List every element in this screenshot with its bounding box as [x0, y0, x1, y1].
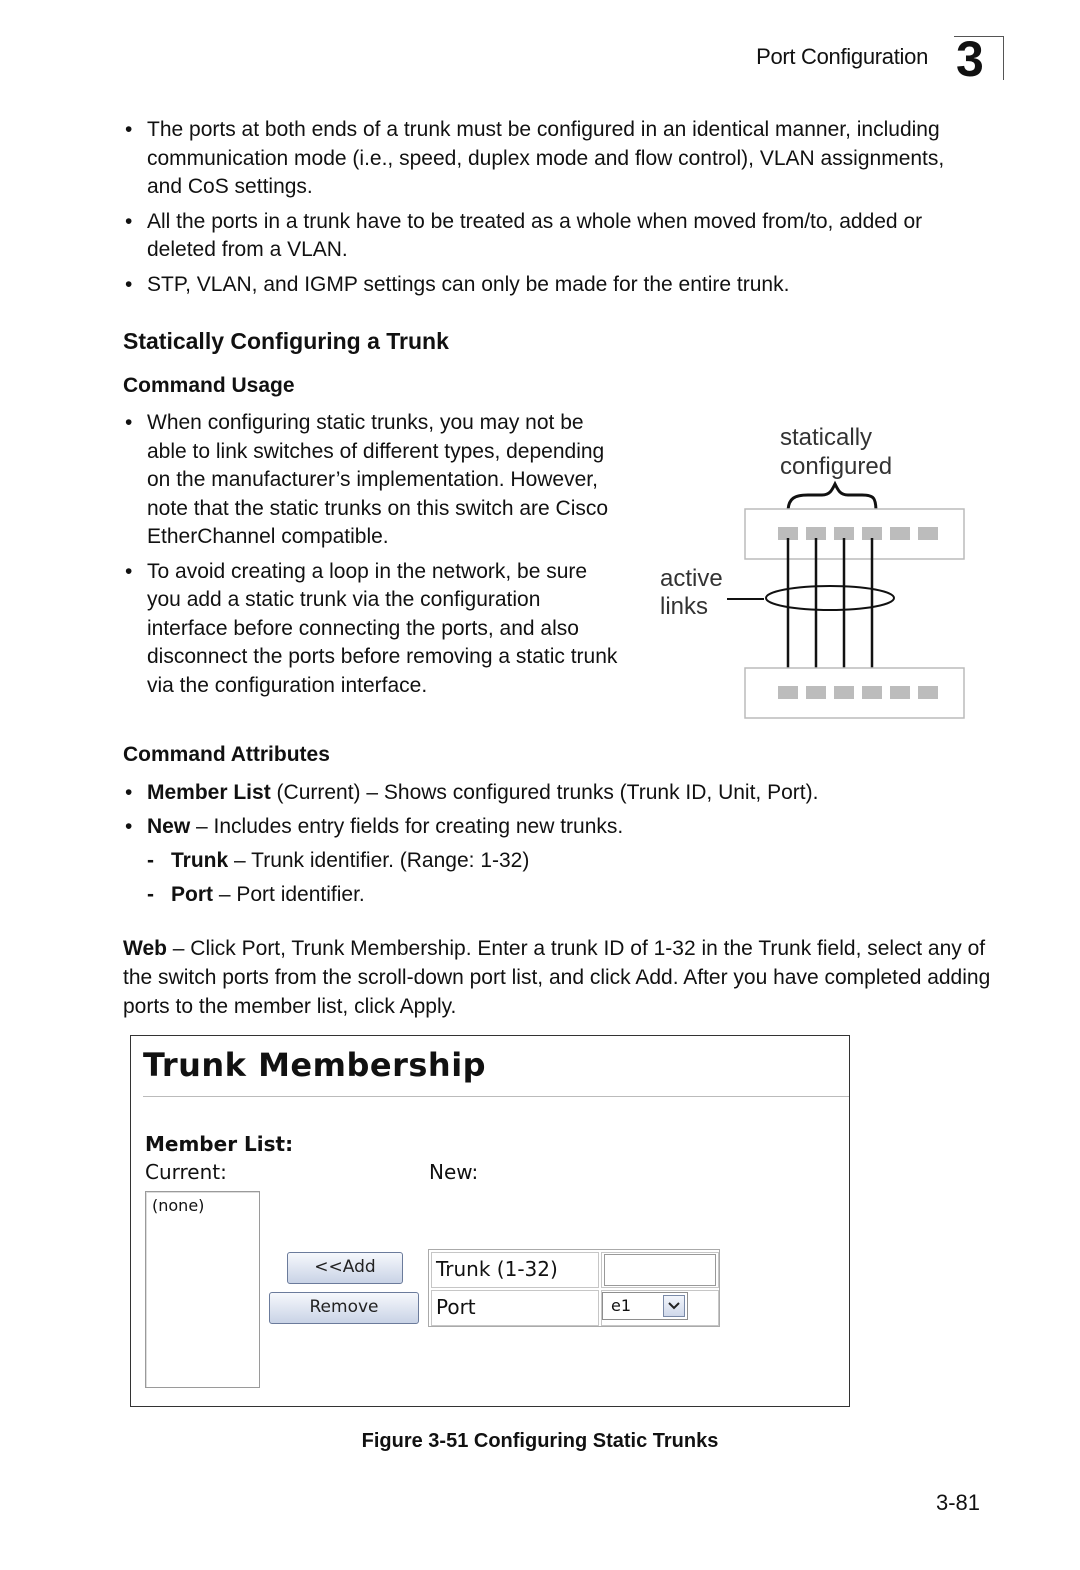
- diagram-label-configured: configured: [780, 453, 893, 480]
- page-number: 3-81: [935, 1490, 980, 1515]
- chapter-number-tab: [954, 31, 1004, 87]
- trunk-id-input[interactable]: [604, 1254, 716, 1286]
- list-item: • The ports at both ends of a trunk must be configured in an identical manner, including communication mode (i.e., speed, duplex mode and flow control), VLAN assignments, and CoS settings.: [125, 118, 945, 198]
- current-member-listbox[interactable]: [145, 1191, 260, 1388]
- screenshot-title: Trunk Membership: [143, 1046, 487, 1084]
- sub-list-item: - Port – Port identifier.: [147, 883, 365, 906]
- diagram-label-links: links: [660, 593, 709, 620]
- command-usage-list: [123, 409, 623, 706]
- running-header-title: Port Configuration: [756, 44, 928, 69]
- port-label: Port: [431, 1290, 599, 1326]
- active-links-ellipse: [766, 586, 894, 610]
- list-item: • When configuring static trunks, you may not be able to link switches of different types, depending on the manufacturer’s implementation. However, note that the static trunks on this switch are Cisco EtherChannel compatible.: [125, 411, 609, 548]
- list-item: • To avoid creating a loop in the network, be sure you add a static trunk via the configuration interface before connecting the ports, and also disconnect the ports before removing a static trunk via the configuration interface.: [125, 559, 618, 697]
- chevron-down-icon[interactable]: [663, 1295, 685, 1317]
- remove-button[interactable]: Remove: [269, 1292, 419, 1324]
- web-instructions: Web – Click Port, Trunk Membership. Enter a trunk ID of 1-32 in the Trunk field, select any of the switch ports from the scroll-down port list, and click Add. After you have completed adding ports to the member list, click Apply.: [123, 937, 991, 1018]
- trunk-membership-screenshot: [130, 1035, 850, 1407]
- new-label: New:: [429, 1160, 479, 1184]
- static-trunk-diagram: [640, 420, 980, 730]
- add-button[interactable]: <<Add: [287, 1252, 403, 1284]
- list-item: • STP, VLAN, and IGMP settings can only be made for the entire trunk.: [125, 272, 790, 296]
- current-label: Current:: [145, 1160, 227, 1184]
- list-item: • All the ports in a trunk have to be treated as a whole when moved from/to, added or deleted from a VLAN.: [125, 209, 923, 261]
- figure-caption: Figure 3-51 Configuring Static Trunks: [361, 1430, 719, 1452]
- diagram-label-active: active: [660, 565, 723, 592]
- command-attributes-list: [123, 779, 1003, 915]
- sub-list-item: - Trunk – Trunk identifier. (Range: 1-32): [147, 849, 530, 872]
- divider: [143, 1096, 849, 1097]
- list-item: • Member List (Current) – Shows configured trunks (Trunk ID, Unit, Port).: [125, 781, 819, 804]
- command-usage-heading: Command Usage: [123, 374, 295, 397]
- listbox-item[interactable]: (none): [152, 1196, 205, 1215]
- command-attributes-heading: Command Attributes: [123, 743, 330, 766]
- diagram-label-statically: statically: [780, 424, 873, 451]
- trunk-label: Trunk (1-32): [431, 1252, 599, 1288]
- curly-brace: [788, 484, 876, 512]
- port-select[interactable]: [602, 1292, 688, 1320]
- chapter-number: 3: [956, 31, 984, 87]
- intro-bullet-list: [123, 116, 983, 305]
- port-select-value: e1: [611, 1296, 632, 1315]
- member-list-label: Member List:: [145, 1132, 294, 1156]
- list-item: • New – Includes entry fields for creating new trunks.: [125, 815, 624, 838]
- section-heading: Statically Configuring a Trunk: [123, 328, 449, 354]
